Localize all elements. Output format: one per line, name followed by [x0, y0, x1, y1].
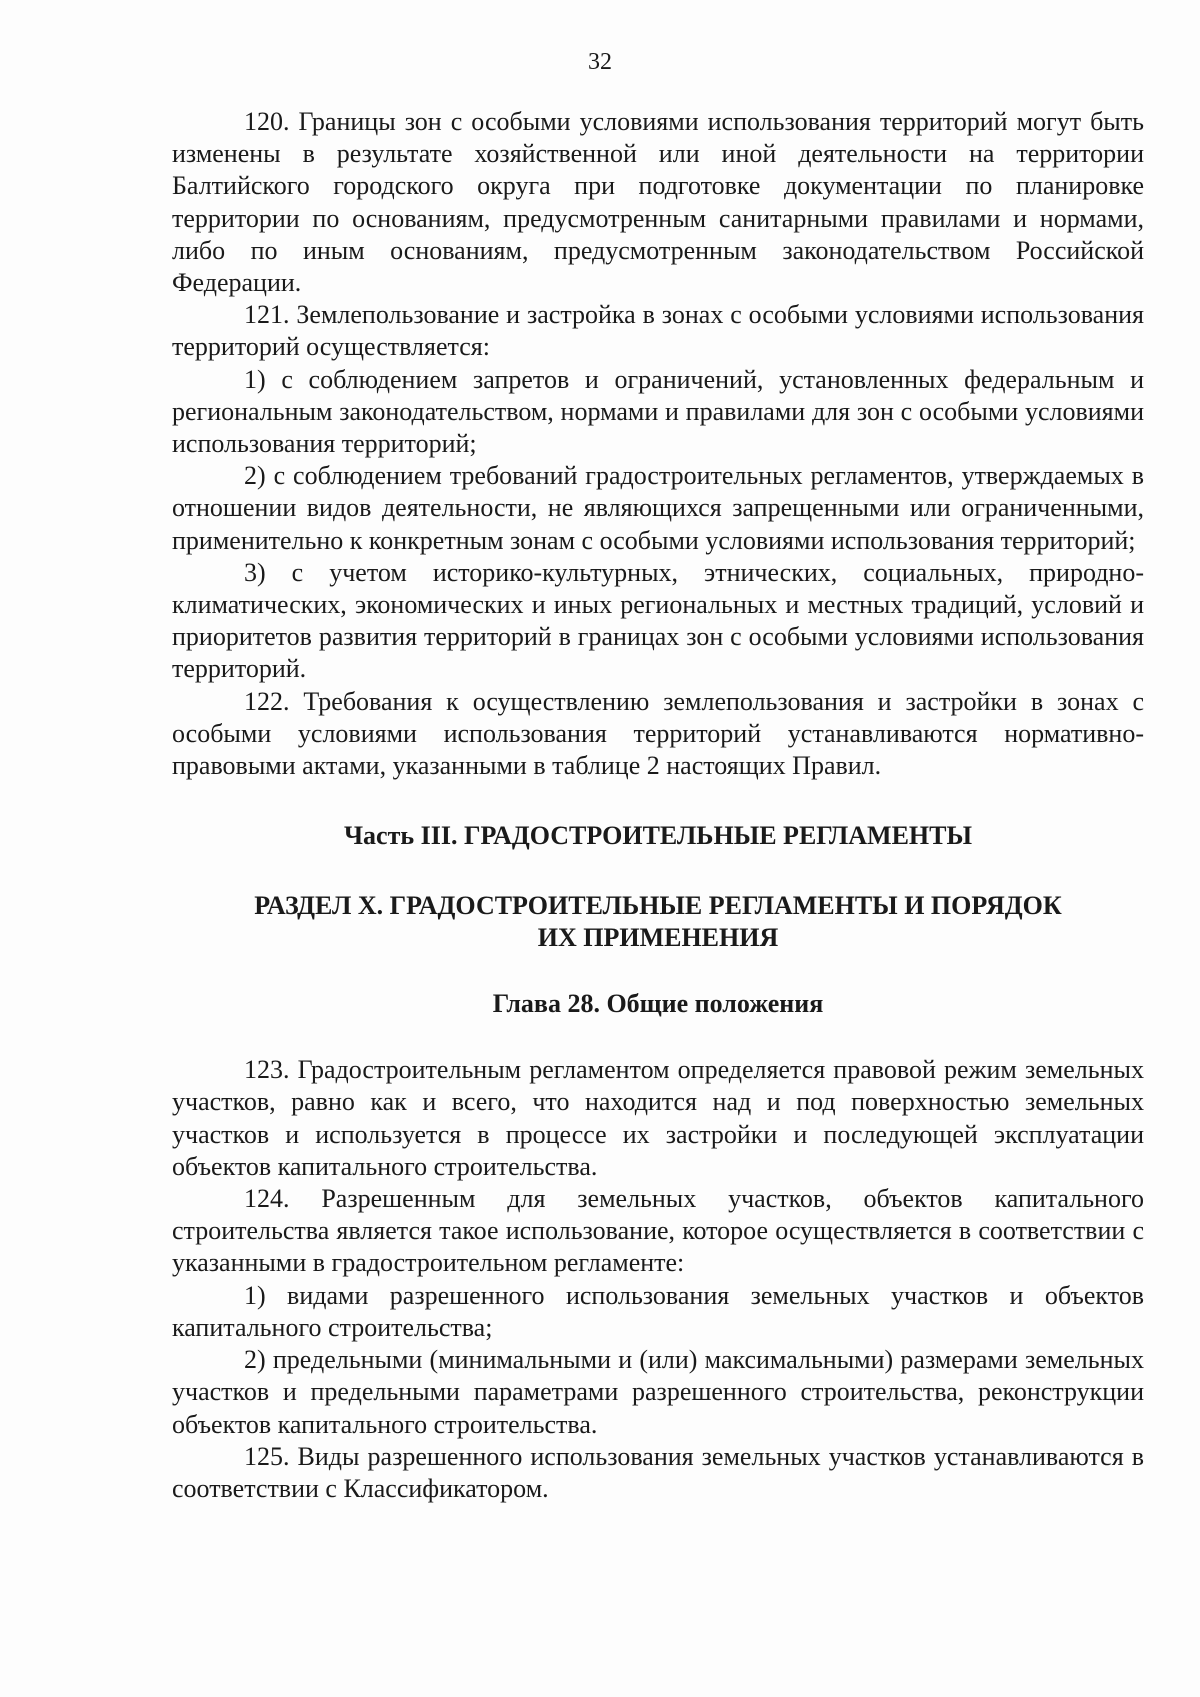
section-heading-line-2: ИХ ПРИМЕНЕНИЯ — [537, 923, 779, 953]
paragraph-125: 125. Виды разрешенного использования земельных участков устанавливаются в соответствии с Классификатором. — [172, 1441, 1144, 1503]
paragraph-120: 120. Границы зон с особыми условиями использования территорий могут быть изменены в результате хозяйственной или иной деятельности на территории Балтийского городского округа при подготовке документации по планировке территории по основаниям, предусмотренным санитарными правилами и нормами, либо по иным основаниям, предусмотренным законодательством Российской Федерации. — [172, 107, 1144, 298]
paragraph-121: 121. Землепользование и застройка в зонах с особыми условиями использования территорий осуществляется: — [172, 300, 1144, 362]
part-heading: Часть III. ГРАДОСТРОИТЕЛЬНЫЕ РЕГЛАМЕНТЫ — [343, 821, 973, 851]
list-item-121-2: 2) с соблюдением требований градостроительных регламентов, утверждаемых в отношении видов деятельности, не являющихся запрещенными или ограниченными, применительно к конкретным зонам с особыми условиями использования территорий; — [172, 461, 1144, 555]
section-heading — [172, 890, 1144, 954]
chapter-heading: Глава 28. Общие положения — [492, 989, 824, 1019]
list-item-124-1: 1) видами разрешенного использования земельных участков и объектов капитального строительства; — [172, 1280, 1144, 1342]
paragraph-122: 122. Требования к осуществлению землепользования и застройки в зонах с особыми условиями использования территорий устанавливаются нормативно-правовыми актами, указанными в таблице 2 настоящих Правил. — [172, 686, 1144, 781]
paragraph-124: 124. Разрешенным для земельных участков, объектов капитального строительства является такое использование, которое осуществляется в соответствии с указанными в градостроительном регламенте: — [172, 1184, 1144, 1278]
document-body — [172, 106, 1144, 1505]
list-item-121-3: 3) с учетом историко-культурных, этнических, социальных, природно-климатических, экономических и иных региональных и местных традиций, условий и приоритетов развития территорий в границах зон с особыми условиями использования территорий. — [172, 557, 1144, 684]
page-number: 32 — [588, 49, 612, 75]
paragraph-123: 123. Градостроительным регламентом определяется правовой режим земельных участков, равно как и всего, что находится над и под поверхностью земельных участков и используется в процессе их застройки и последующей эксплуатации объектов капитального строительства. — [172, 1055, 1144, 1181]
list-item-121-1: 1) с соблюдением запретов и ограничений, установленных федеральным и региональным законодательством, нормами и правилами для зон с особыми условиями использования территорий; — [172, 364, 1144, 459]
list-item-124-2: 2) предельными (минимальными и (или) максимальными) размерами земельных участков и предельными параметрами разрешенного строительства, реконструкции объектов капитального строительства. — [172, 1345, 1144, 1439]
section-heading-line-1: РАЗДЕЛ X. ГРАДОСТРОИТЕЛЬНЫЕ РЕГЛАМЕНТЫ И ПОРЯДОК — [254, 891, 1062, 921]
